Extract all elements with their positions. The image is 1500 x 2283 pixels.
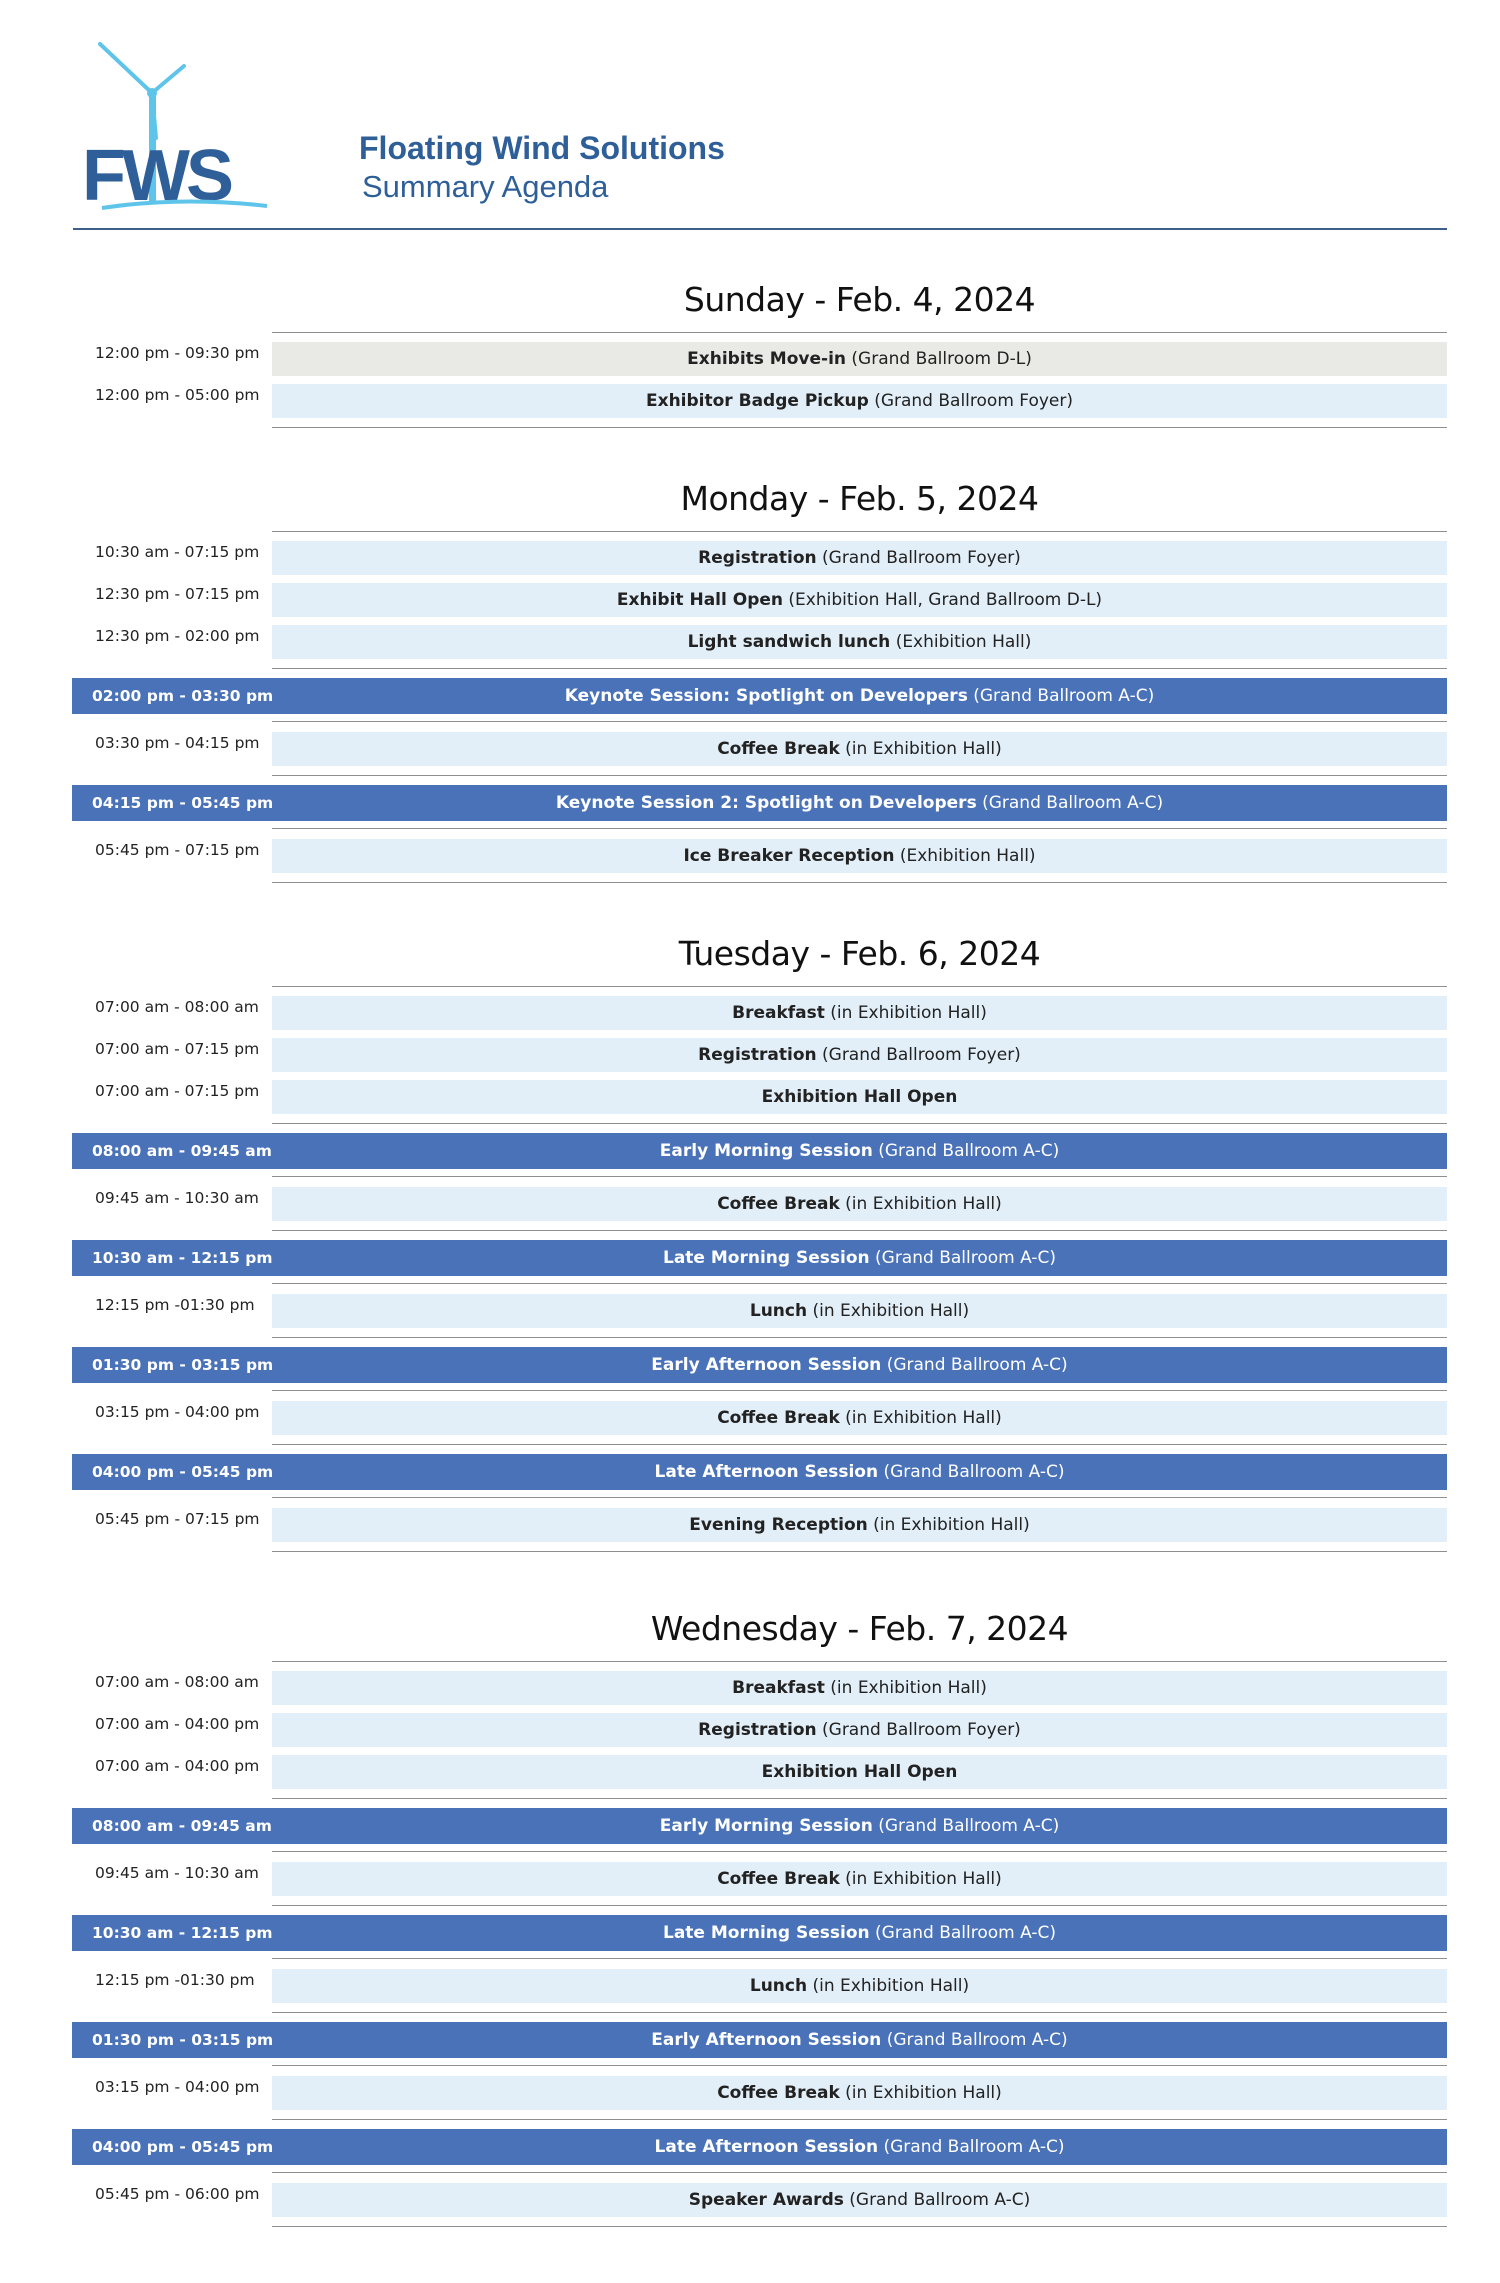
event-bar xyxy=(272,1969,1447,2003)
event-name: Registration xyxy=(698,1720,817,1740)
day-title: Wednesday - Feb. 7, 2024 xyxy=(650,1609,1069,1648)
keynote-session-bar xyxy=(72,2022,1447,2058)
event-location: (in Exhibition Hall) xyxy=(873,1515,1030,1535)
event-location: (Exhibition Hall) xyxy=(895,632,1032,652)
keynote-session-bar xyxy=(72,2129,1447,2165)
event-location: (in Exhibition Hall) xyxy=(845,739,1002,759)
event-bar xyxy=(272,839,1447,873)
event-bar xyxy=(272,1080,1447,1114)
event-time: 10:30 am - 07:15 pm xyxy=(95,543,260,561)
day-title: Monday - Feb. 5, 2024 xyxy=(680,479,1039,518)
event-bar xyxy=(272,1401,1447,1435)
divider xyxy=(272,2226,1447,2227)
divider xyxy=(272,2012,1447,2013)
divider xyxy=(272,2172,1447,2173)
divider xyxy=(272,986,1447,987)
event-location: (Exhibition Hall, Grand Ballroom D-L) xyxy=(788,590,1103,610)
event-location: (in Exhibition Hall) xyxy=(830,1003,987,1023)
event-name: Exhibits Move-in xyxy=(687,349,847,369)
event-bar xyxy=(272,625,1447,659)
event-name: Coffee Break xyxy=(717,1408,840,1428)
event-name: Lunch xyxy=(749,1976,808,1996)
event-time: 12:15 pm -01:30 pm xyxy=(95,1971,255,1989)
event-time: 05:45 pm - 07:15 pm xyxy=(95,841,260,859)
session-time: 04:00 pm - 05:45 pm xyxy=(92,2138,274,2156)
divider xyxy=(272,531,1447,532)
divider xyxy=(272,828,1447,829)
event-name: Late Afternoon Session xyxy=(654,2137,879,2157)
event-location: (Grand Ballroom A-C) xyxy=(883,1462,1065,1482)
keynote-session-bar xyxy=(72,678,1447,714)
event-name: Speaker Awards xyxy=(688,2190,844,2210)
event-location: (in Exhibition Hall) xyxy=(845,1869,1002,1889)
keynote-session-bar xyxy=(72,1808,1447,1844)
day-title: Sunday - Feb. 4, 2024 xyxy=(683,280,1036,319)
event-name: Exhibit Hall Open xyxy=(616,590,783,610)
session-title xyxy=(272,1240,1447,1276)
divider xyxy=(272,721,1447,722)
event-bar xyxy=(272,1294,1447,1328)
event-name: Ice Breaker Reception xyxy=(683,846,895,866)
event-bar xyxy=(272,384,1447,418)
event-location: (Grand Ballroom Foyer) xyxy=(822,1720,1021,1740)
event-bar xyxy=(272,732,1447,766)
event-time: 09:45 am - 10:30 am xyxy=(95,1864,259,1882)
event-name: Late Afternoon Session xyxy=(654,1462,879,1482)
session-title xyxy=(272,1808,1447,1844)
session-time: 08:00 am - 09:45 am xyxy=(92,1817,272,1835)
event-bar xyxy=(272,342,1447,376)
divider xyxy=(272,332,1447,333)
event-time: 07:00 am - 07:15 pm xyxy=(95,1082,260,1100)
session-time: 10:30 am - 12:15 pm xyxy=(92,1249,273,1267)
event-time: 09:45 am - 10:30 am xyxy=(95,1189,259,1207)
event-name: Exhibitor Badge Pickup xyxy=(646,391,869,411)
keynote-session-bar xyxy=(72,1133,1447,1169)
event-time: 03:15 pm - 04:00 pm xyxy=(95,1403,260,1421)
event-time: 12:15 pm -01:30 pm xyxy=(95,1296,255,1314)
event-bar xyxy=(272,1862,1447,1896)
divider xyxy=(272,882,1447,883)
divider xyxy=(272,1958,1447,1959)
event-location: (Grand Ballroom A-C) xyxy=(878,1816,1060,1836)
divider xyxy=(272,1905,1447,1906)
event-bar xyxy=(272,1671,1447,1705)
event-bar xyxy=(272,1508,1447,1542)
event-bar xyxy=(272,541,1447,575)
event-time: 07:00 am - 04:00 pm xyxy=(95,1715,260,1733)
event-bar xyxy=(272,1713,1447,1747)
event-name: Breakfast xyxy=(732,1678,825,1698)
event-bar xyxy=(272,996,1447,1030)
session-title xyxy=(272,1347,1447,1383)
divider xyxy=(272,1176,1447,1177)
event-name: Coffee Break xyxy=(717,1194,840,1214)
event-location: (Grand Ballroom A-C) xyxy=(883,2137,1065,2157)
divider xyxy=(272,1798,1447,1799)
event-location: (Grand Ballroom A-C) xyxy=(875,1248,1056,1268)
event-location: (in Exhibition Hall) xyxy=(830,1678,987,1698)
event-location: (Grand Ballroom A-C) xyxy=(878,1141,1060,1161)
doc-subtitle: Summary Agenda xyxy=(362,169,609,204)
keynote-session-bar xyxy=(72,1454,1447,1490)
session-time: 01:30 pm - 03:15 pm xyxy=(92,1356,274,1374)
divider xyxy=(272,1661,1447,1662)
event-name: Evening Reception xyxy=(689,1515,868,1535)
event-bar xyxy=(272,1187,1447,1221)
event-name: Late Morning Session xyxy=(663,1923,870,1943)
event-location: (Grand Ballroom A-C) xyxy=(886,2030,1068,2050)
session-title xyxy=(272,678,1447,714)
keynote-session-bar xyxy=(72,1240,1447,1276)
event-bar xyxy=(272,2183,1447,2217)
session-time: 08:00 am - 09:45 am xyxy=(92,1142,272,1160)
event-bar xyxy=(272,2076,1447,2110)
divider xyxy=(272,427,1447,428)
event-name: Lunch xyxy=(749,1301,808,1321)
divider xyxy=(272,1230,1447,1231)
event-time: 07:00 am - 07:15 pm xyxy=(95,1040,260,1058)
event-bar xyxy=(272,1755,1447,1789)
event-time: 03:30 pm - 04:15 pm xyxy=(95,734,260,752)
session-title xyxy=(272,1133,1447,1169)
event-name: Registration xyxy=(698,548,817,568)
divider xyxy=(272,775,1447,776)
event-name: Early Morning Session xyxy=(659,1816,873,1836)
session-title xyxy=(272,1454,1447,1490)
event-name: Early Morning Session xyxy=(659,1141,873,1161)
divider xyxy=(272,1337,1447,1338)
divider xyxy=(272,1390,1447,1391)
event-location: (Grand Ballroom A-C) xyxy=(982,793,1164,813)
session-time: 01:30 pm - 03:15 pm xyxy=(92,2031,274,2049)
org-title: Floating Wind Solutions xyxy=(359,130,725,166)
divider xyxy=(272,668,1447,669)
event-location: (Grand Ballroom A-C) xyxy=(973,686,1155,706)
event-name: Early Afternoon Session xyxy=(651,1355,882,1375)
event-location: (in Exhibition Hall) xyxy=(845,1408,1002,1428)
keynote-session-bar xyxy=(72,1915,1447,1951)
event-time: 12:00 pm - 05:00 pm xyxy=(95,386,260,404)
divider xyxy=(272,1497,1447,1498)
keynote-session-bar xyxy=(72,785,1447,821)
divider xyxy=(272,2119,1447,2120)
keynote-session-bar xyxy=(72,1347,1447,1383)
event-time: 07:00 am - 08:00 am xyxy=(95,1673,259,1691)
event-name: Breakfast xyxy=(732,1003,825,1023)
event-time: 05:45 pm - 07:15 pm xyxy=(95,1510,260,1528)
divider xyxy=(272,1283,1447,1284)
event-time: 12:30 pm - 07:15 pm xyxy=(95,585,260,603)
session-title xyxy=(272,1915,1447,1951)
event-name: Keynote Session: Spotlight on Developers xyxy=(564,686,968,706)
session-title xyxy=(272,2022,1447,2058)
event-time: 05:45 pm - 06:00 pm xyxy=(95,2185,260,2203)
event-bar xyxy=(272,1038,1447,1072)
event-name: Coffee Break xyxy=(717,1869,840,1889)
event-name: Keynote Session 2: Spotlight on Developers xyxy=(555,793,977,813)
event-location: (Grand Ballroom Foyer) xyxy=(822,548,1021,568)
event-name: Light sandwich lunch xyxy=(687,632,891,652)
session-title xyxy=(272,785,1447,821)
event-location: (Grand Ballroom D-L) xyxy=(851,349,1032,369)
event-location: (in Exhibition Hall) xyxy=(845,2083,1002,2103)
event-time: 12:30 pm - 02:00 pm xyxy=(95,627,260,645)
divider xyxy=(272,1551,1447,1552)
event-location: (Grand Ballroom A-C) xyxy=(875,1923,1056,1943)
event-location: (in Exhibition Hall) xyxy=(845,1194,1002,1214)
session-time: 04:15 pm - 05:45 pm xyxy=(92,794,274,812)
event-location: (Grand Ballroom A-C) xyxy=(886,1355,1068,1375)
event-name: Registration xyxy=(698,1045,817,1065)
event-name: Exhibition Hall Open xyxy=(761,1087,958,1107)
event-time: 07:00 am - 08:00 am xyxy=(95,998,259,1016)
session-time: 10:30 am - 12:15 pm xyxy=(92,1924,273,1942)
session-time: 02:00 pm - 03:30 pm xyxy=(92,687,274,705)
event-time: 03:15 pm - 04:00 pm xyxy=(95,2078,260,2096)
event-location: (in Exhibition Hall) xyxy=(812,1301,970,1321)
event-time: 07:00 am - 04:00 pm xyxy=(95,1757,260,1775)
event-bar xyxy=(272,583,1447,617)
divider xyxy=(272,2065,1447,2066)
divider xyxy=(272,1444,1447,1445)
event-location: (in Exhibition Hall) xyxy=(812,1976,970,1996)
day-title: Tuesday - Feb. 6, 2024 xyxy=(678,934,1041,973)
logo-wordmark: FWS xyxy=(82,136,230,216)
event-time: 12:00 pm - 09:30 pm xyxy=(95,344,260,362)
event-location: (Grand Ballroom A-C) xyxy=(849,2190,1031,2210)
session-time: 04:00 pm - 05:45 pm xyxy=(92,1463,274,1481)
event-name: Coffee Break xyxy=(717,739,840,759)
event-location: (Exhibition Hall) xyxy=(899,846,1036,866)
event-name: Late Morning Session xyxy=(663,1248,870,1268)
divider xyxy=(272,1123,1447,1124)
event-name: Early Afternoon Session xyxy=(651,2030,882,2050)
event-name: Coffee Break xyxy=(717,2083,840,2103)
divider xyxy=(272,1851,1447,1852)
event-location: (Grand Ballroom Foyer) xyxy=(874,391,1073,411)
session-title xyxy=(272,2129,1447,2165)
event-name: Exhibition Hall Open xyxy=(761,1762,958,1782)
event-location: (Grand Ballroom Foyer) xyxy=(822,1045,1021,1065)
